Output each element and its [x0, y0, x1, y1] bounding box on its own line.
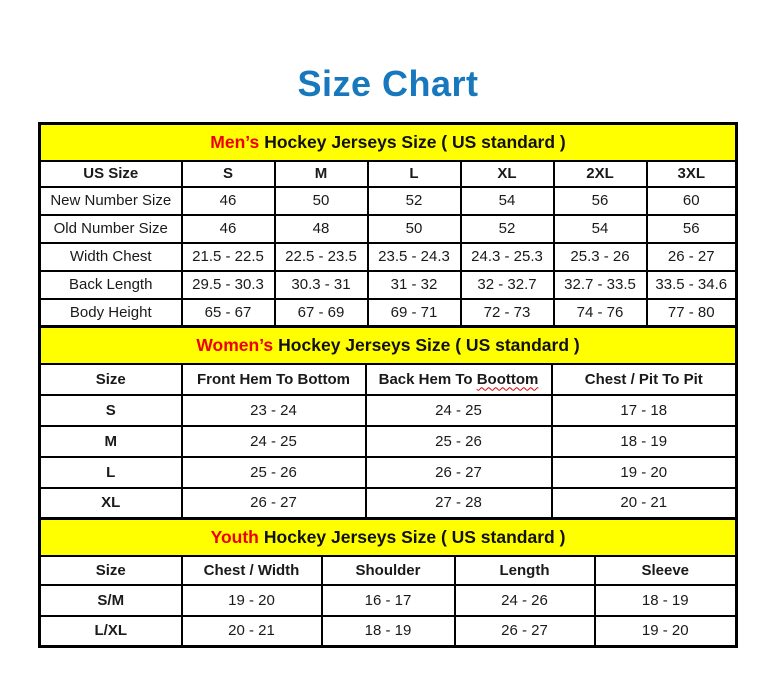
womens-banner-text: Hockey Jerseys Size ( US standard ): [278, 334, 580, 355]
row-label: Width Chest: [40, 243, 182, 271]
mens-header-xl: XL: [461, 161, 554, 187]
size-chart: [38, 122, 735, 648]
table-cell: 20 - 21: [552, 488, 737, 519]
mens-table: [38, 122, 738, 328]
youth-section-banner: [40, 519, 737, 556]
table-cell: 24.3 - 25.3: [461, 243, 554, 271]
mens-row-old-number-size: [40, 215, 737, 243]
table-cell: 50: [275, 187, 368, 215]
table-cell: 26 - 27: [647, 243, 737, 271]
womens-banner-row: [40, 327, 737, 364]
row-label: S/M: [40, 585, 182, 616]
youth-row-sm: [40, 585, 737, 616]
mens-row-new-number-size: [40, 187, 737, 215]
table-cell: 72 - 73: [461, 299, 554, 327]
mens-row-back-length: [40, 271, 737, 299]
table-cell: 52: [461, 215, 554, 243]
table-cell: 30.3 - 31: [275, 271, 368, 299]
table-cell: 25.3 - 26: [554, 243, 647, 271]
youth-table: [38, 517, 738, 648]
table-cell: 25 - 26: [366, 426, 552, 457]
table-cell: 24 - 25: [366, 395, 552, 426]
row-label: XL: [40, 488, 182, 519]
row-label: Back Length: [40, 271, 182, 299]
youth-row-lxl: [40, 616, 737, 647]
womens-header-chest: Chest / Pit To Pit: [552, 364, 737, 395]
row-label: L: [40, 457, 182, 488]
table-cell: 46: [182, 215, 275, 243]
youth-header-shoulder: Shoulder: [322, 556, 455, 585]
table-cell: 26 - 27: [182, 488, 366, 519]
table-cell: 23.5 - 24.3: [368, 243, 461, 271]
table-cell: 16 - 17: [322, 585, 455, 616]
womens-header-size: Size: [40, 364, 182, 395]
row-label: New Number Size: [40, 187, 182, 215]
youth-header-chest: Chest / Width: [182, 556, 322, 585]
table-cell: 26 - 27: [366, 457, 552, 488]
womens-row-xl: [40, 488, 737, 519]
table-cell: 48: [275, 215, 368, 243]
table-cell: 18 - 19: [595, 585, 737, 616]
table-cell: 24 - 25: [182, 426, 366, 457]
mens-header-3xl: 3XL: [647, 161, 737, 187]
table-cell: 54: [554, 215, 647, 243]
womens-header-row: [40, 364, 737, 395]
table-cell: 32 - 32.7: [461, 271, 554, 299]
table-cell: 23 - 24: [182, 395, 366, 426]
row-label: S: [40, 395, 182, 426]
womens-header-back-hem: [366, 364, 552, 395]
table-cell: 67 - 69: [275, 299, 368, 327]
table-cell: 52: [368, 187, 461, 215]
table-cell: 31 - 32: [368, 271, 461, 299]
table-cell: 74 - 76: [554, 299, 647, 327]
mens-banner-text: Hockey Jerseys Size ( US standard ): [264, 131, 566, 152]
row-label: M: [40, 426, 182, 457]
table-cell: 50: [368, 215, 461, 243]
mens-row-width-chest: [40, 243, 737, 271]
table-cell: 46: [182, 187, 275, 215]
youth-header-row: [40, 556, 737, 585]
mens-header-row: [40, 161, 737, 187]
youth-header-size: Size: [40, 556, 182, 585]
womens-section-banner: [40, 327, 737, 364]
mens-row-body-height: [40, 299, 737, 327]
table-cell: 56: [647, 215, 737, 243]
table-cell: 54: [461, 187, 554, 215]
table-cell: 60: [647, 187, 737, 215]
table-cell: 69 - 71: [368, 299, 461, 327]
mens-header-s: S: [182, 161, 275, 187]
mens-header-m: M: [275, 161, 368, 187]
youth-banner-highlight: Youth: [210, 526, 259, 547]
table-cell: 26 - 27: [455, 616, 595, 647]
mens-header-2xl: 2XL: [554, 161, 647, 187]
back-hem-typo: Boottom: [476, 370, 539, 388]
table-cell: 18 - 19: [552, 426, 737, 457]
table-cell: 33.5 - 34.6: [647, 271, 737, 299]
youth-header-length: Length: [455, 556, 595, 585]
table-cell: 17 - 18: [552, 395, 737, 426]
womens-table: [38, 325, 738, 520]
mens-banner-highlight: Men’s: [210, 131, 260, 152]
womens-row-m: [40, 426, 737, 457]
table-cell: 18 - 19: [322, 616, 455, 647]
youth-header-sleeve: Sleeve: [595, 556, 737, 585]
table-cell: 32.7 - 33.5: [554, 271, 647, 299]
youth-banner-text: Hockey Jerseys Size ( US standard ): [263, 526, 566, 547]
page-title: Size Chart: [297, 63, 479, 104]
mens-section-banner: [40, 124, 737, 161]
row-label: Old Number Size: [40, 215, 182, 243]
row-label: L/XL: [40, 616, 182, 647]
table-cell: 20 - 21: [182, 616, 322, 647]
table-cell: 19 - 20: [182, 585, 322, 616]
table-cell: 65 - 67: [182, 299, 275, 327]
table-cell: 77 - 80: [647, 299, 737, 327]
table-cell: 29.5 - 30.3: [182, 271, 275, 299]
table-cell: 56: [554, 187, 647, 215]
table-cell: 24 - 26: [455, 585, 595, 616]
table-cell: 27 - 28: [366, 488, 552, 519]
table-cell: 22.5 - 23.5: [275, 243, 368, 271]
row-label: Body Height: [40, 299, 182, 327]
womens-banner-highlight: Women’s: [196, 334, 274, 355]
youth-banner-row: [40, 519, 737, 556]
mens-banner-row: [40, 124, 737, 161]
womens-header-front-hem: Front Hem To Bottom: [182, 364, 366, 395]
table-cell: 19 - 20: [595, 616, 737, 647]
table-cell: 19 - 20: [552, 457, 737, 488]
mens-header-us-size: US Size: [40, 161, 182, 187]
womens-row-s: [40, 395, 737, 426]
womens-row-l: [40, 457, 737, 488]
table-cell: 25 - 26: [182, 457, 366, 488]
mens-header-l: L: [368, 161, 461, 187]
back-hem-prefix: Back Hem To: [378, 370, 473, 388]
table-cell: 21.5 - 22.5: [182, 243, 275, 271]
